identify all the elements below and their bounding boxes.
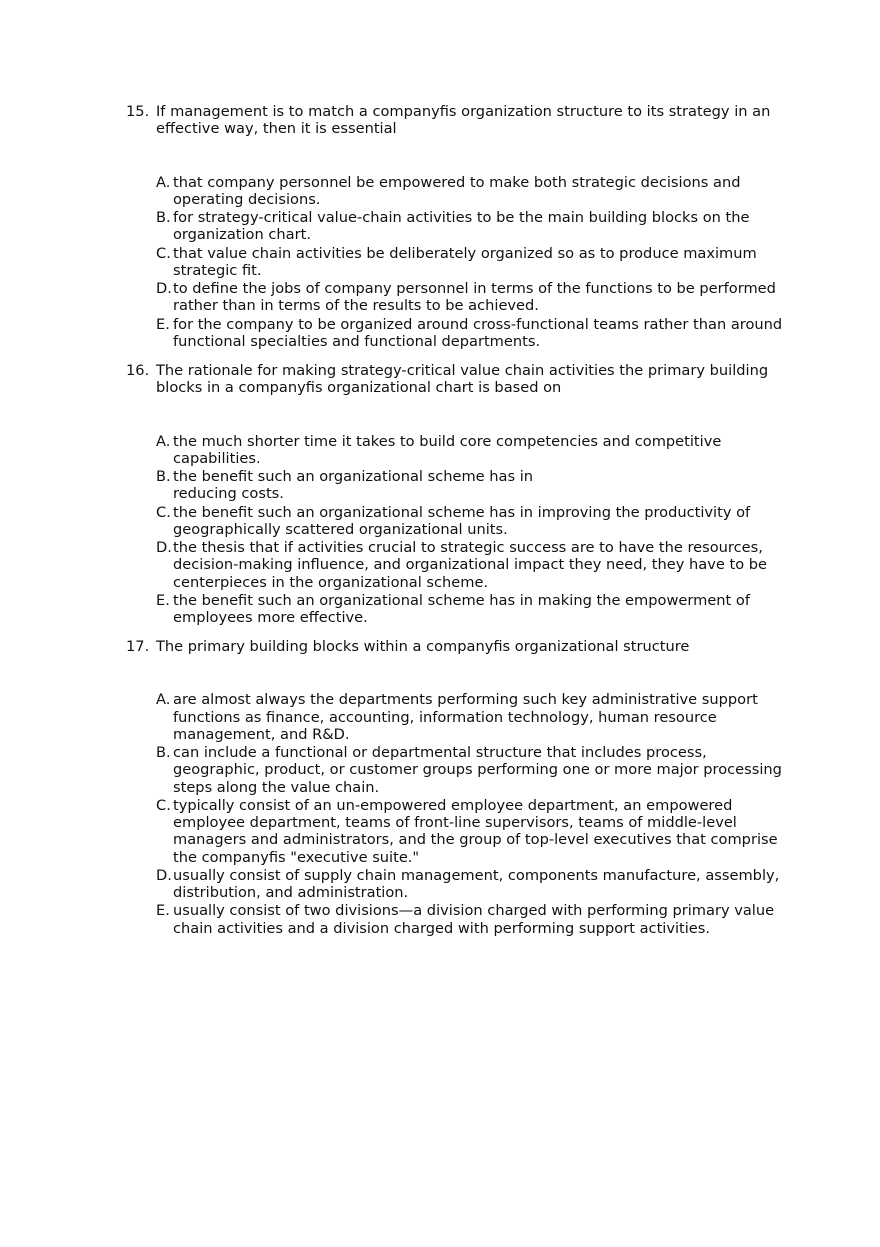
- option-letter: C.: [156, 503, 171, 521]
- option-a: [156, 174, 786, 209]
- option-e: [156, 316, 786, 351]
- question-stem: [126, 638, 786, 655]
- question-text: If management is to match a companyfis organization structure to its strategy in an effective way, then it is essential: [156, 103, 771, 138]
- option-text: for strategy-critical value-chain activities to be the main building blocks on the organization chart.: [173, 209, 750, 244]
- option-b: [156, 468, 786, 503]
- option-b: [156, 744, 786, 796]
- answer-options: [156, 691, 786, 937]
- option-e: [156, 902, 786, 937]
- option-d: [156, 280, 786, 315]
- question-number: 16.: [126, 362, 150, 379]
- option-letter: C.: [156, 244, 171, 262]
- option-letter: D.: [156, 280, 172, 298]
- option-text: are almost always the departments performing such key administrative support functions as finance, accounting, information technology, human resource management, and R&D.: [173, 691, 758, 743]
- option-text: the benefit such an organizational scheme has in making the empowerment of employees more effective.: [173, 591, 750, 627]
- option-letter: B.: [156, 744, 171, 762]
- option-letter: D.: [156, 866, 172, 884]
- answer-options: [156, 433, 786, 627]
- question-17: [126, 638, 786, 938]
- question-stem: [126, 362, 786, 397]
- option-text: usually consist of two divisions—a division charged with performing primary value chain activities and a division charged with performing support activities.: [173, 902, 775, 937]
- question-number: 17.: [126, 638, 150, 655]
- option-letter: E.: [156, 591, 170, 609]
- option-a: [156, 691, 786, 743]
- option-c: [156, 245, 786, 280]
- option-letter: E.: [156, 315, 170, 333]
- question-text: The rationale for making strategy-critical value chain activities the primary building blocks in a companyfis organizational chart is based on: [156, 362, 769, 397]
- option-text: to define the jobs of company personnel in terms of the functions to be performed rather than in terms of the results to be achieved.: [173, 280, 776, 315]
- option-letter: E.: [156, 902, 170, 920]
- option-d: [156, 539, 786, 591]
- option-letter: A.: [156, 173, 171, 191]
- option-letter: A.: [156, 691, 171, 709]
- option-letter: A.: [156, 432, 171, 450]
- option-e: [156, 592, 786, 627]
- option-text: that company personnel be empowered to make both strategic decisions and operating decisions.: [173, 173, 741, 208]
- answer-options: [156, 174, 786, 351]
- option-letter: B.: [156, 209, 171, 227]
- option-c: [156, 504, 786, 539]
- option-text: [173, 468, 786, 503]
- question-15: [126, 103, 786, 351]
- option-a: [156, 433, 786, 468]
- option-text: for the company to be organized around cross-functional teams rather than around functional specialties and functional departments.: [173, 315, 783, 350]
- option-text: typically consist of an un-empowered employee department, an empowered employee department, teams of front-line supervisors, teams of middle-level managers and administrators, and the group of top-level executives that comprise the companyfis "executive suite.": [173, 796, 778, 866]
- option-letter: B.: [156, 468, 171, 486]
- option-text-line: reducing costs.: [173, 485, 284, 503]
- option-text: the benefit such an organizational scheme has in improving the productivity of geographically scattered organizational units.: [173, 503, 751, 538]
- option-text-line: the benefit such an organizational scheme has in: [173, 468, 534, 486]
- option-letter: C.: [156, 796, 171, 814]
- option-c: [156, 797, 786, 866]
- option-text: usually consist of supply chain management, components manufacture, assembly, distribution, and administration.: [173, 866, 780, 902]
- question-stem: [126, 103, 786, 138]
- option-d: [156, 867, 786, 902]
- question-number: 15.: [126, 103, 150, 120]
- option-text: the much shorter time it takes to build core competencies and competitive capabilities.: [173, 432, 722, 467]
- question-text: The primary building blocks within a companyfis organizational structure: [156, 638, 690, 655]
- option-text: that value chain activities be deliberately organized so as to produce maximum strategic fit.: [173, 244, 757, 279]
- option-letter: D.: [156, 539, 172, 557]
- question-16: [126, 362, 786, 627]
- option-text: the thesis that if activities crucial to strategic success are to have the resources, decision-making influence, and organizational impact they need, they have to be centerpieces in the organizational scheme.: [173, 539, 768, 591]
- option-text: can include a functional or departmental structure that includes process, geographic, product, or customer groups performing one or more major processing steps along the value chain.: [173, 744, 782, 796]
- option-b: [156, 209, 786, 244]
